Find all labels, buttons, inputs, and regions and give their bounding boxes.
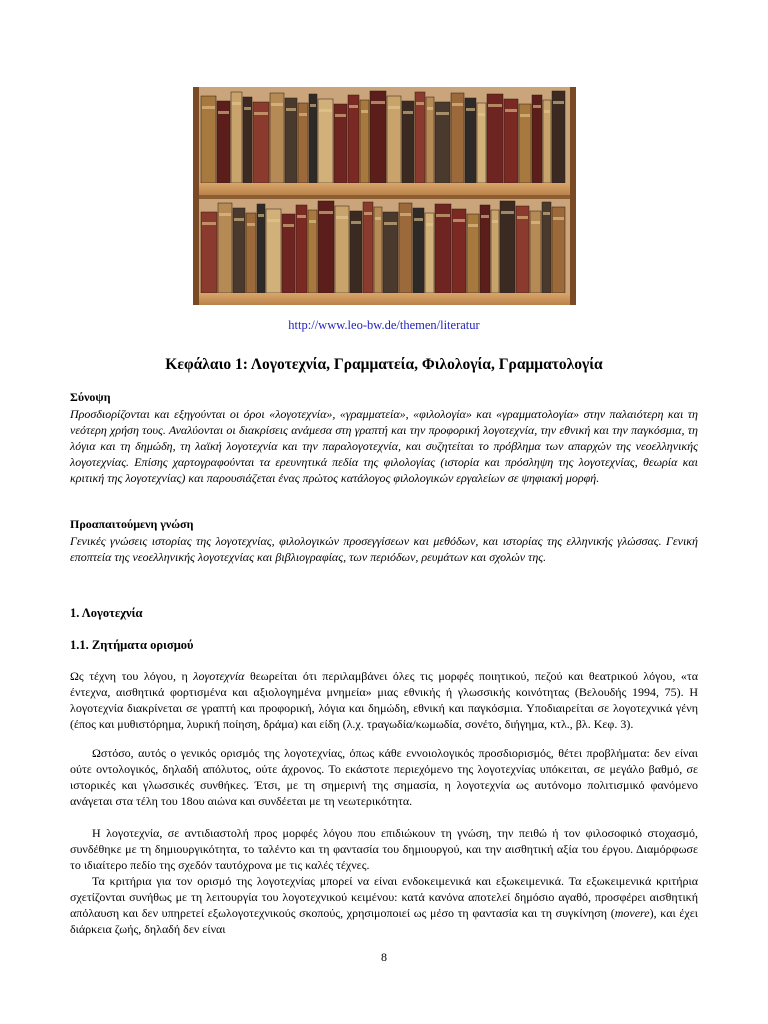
- book-spine-band: [453, 219, 465, 222]
- book-spine-band: [232, 102, 241, 105]
- book-spine-band: [349, 105, 358, 108]
- book-spine-band: [505, 109, 517, 112]
- book-spine: [270, 93, 284, 183]
- book-spine-band: [488, 104, 502, 107]
- book-spine-band: [351, 221, 361, 224]
- book-spine: [335, 206, 349, 293]
- page-number: 8: [381, 950, 387, 964]
- book-spine-band: [247, 223, 255, 226]
- book-spine-band: [299, 113, 307, 116]
- book-spine: [500, 201, 515, 293]
- section-heading-1: 1. Λογοτεχνία: [70, 606, 143, 620]
- book-spine-band: [371, 101, 385, 104]
- body-paragraph-3: Η λογοτεχνία, σε αντιδιαστολή προς μορφές λόγου που επιδιώκουν τη γνώση, την πειθώ ή τον φιλοσοφικό στοχασμό, συνδέθηκε με τη δημιουργικότητα, το ταλέντο και τη φαντασία του δημιουργού, και την αισθητική αξία του έργου. Διαμόρφωσε το ιδιαίτερο πεδίο της σχεδόν ταυτόχρονα με τις καλές τέχνες.: [70, 826, 698, 872]
- book-spine-band: [416, 102, 424, 105]
- book-spine-band: [403, 111, 413, 114]
- book-spine-band: [400, 213, 411, 216]
- book-spine-band: [309, 220, 316, 223]
- book-spine-band: [297, 215, 306, 218]
- body-paragraph-2: Ωστόσο, αυτός ο γενικός ορισμός της λογοτεχνίας, όπως κάθε εννοιολογικός προσδιορισμός, θέτει προβλήματα: δεν είναι ούτε οντολογικός, δηλαδή απόλυτος, ούτε άχρονος. Το εκάστοτε περιεχόμενο της λογοτεχνίας υπόκειται, σε μεγάλο βαθμό, σε ιστορικές και γλωσσικές συνθήκες. Έτσι, με τη σημερινή της σημασία, η λογοτεχνία ως αυτόνομο πολιτισμικό φανόμενο ανάγεται στα τέλη του 18ου αιώνα και συνδέεται με τη νεωτερικότητα.: [70, 746, 698, 808]
- book-spine-band: [533, 105, 541, 108]
- book-spine: [370, 91, 386, 183]
- summary-text: Προσδιορίζονται και εξηγούνται οι όροι «λογοτεχνία», «γραμματεία», «φιλολογία» και «γραμματολογία» στην παλαιότερη και τη νεότερη χρήση τους. Αναλύονται οι διακρίσεις ανάμεσα στη γραπτή και την προφορική λογοτεχνία, την εθνική και την παγκόσμια, τη λόγια και τη δημώδη, τη λαϊκή λογοτεχνία και την παραλογοτεχνία, και συζητείται το πρόβλημα των απαρχών της νεοελληνικής λογοτεχνίας. Επίσης χαρτογραφούνται τα ερευνητικά πεδία της φιλολογίας (ιστορία και πρόσληψη της λογοτεχνίας, θεωρία και κριτική της λογοτεχνίας) και παρουσιάζεται ένας πρώτος κατάλογος φιλολογικών εργαλείων σε ψηφιακή μορφή.: [70, 407, 698, 485]
- book-spine: [218, 203, 232, 293]
- book-spine: [435, 204, 451, 293]
- book-spine-band: [427, 107, 433, 110]
- book-spine: [231, 92, 242, 183]
- book-spine-band: [517, 216, 528, 219]
- book-spine: [257, 204, 265, 293]
- book-spine-band: [468, 224, 478, 227]
- bottom-shelf-books: [201, 201, 565, 293]
- bookshelf-photo: [193, 87, 576, 305]
- book-spine-band: [202, 106, 215, 109]
- image-source-link[interactable]: http://www.leo-bw.de/themen/literatur: [288, 318, 480, 332]
- book-spine-band: [543, 212, 550, 215]
- book-spine: [201, 96, 216, 183]
- book-spine: [387, 96, 401, 183]
- book-spine-band: [244, 107, 251, 110]
- book-spine-band: [478, 113, 485, 116]
- chapter-title: Κεφάλαιο 1: Λογοτεχνία, Γραμματεία, Φιλολογία, Γραμματολογία: [165, 356, 603, 373]
- book-spine-band: [319, 109, 332, 112]
- book-spine: [415, 92, 425, 183]
- book-spine-band: [319, 211, 333, 214]
- book-spine-band: [361, 110, 368, 113]
- book-spine: [480, 205, 490, 293]
- book-spine-band: [234, 218, 244, 221]
- body-paragraph-4: Τα κριτήρια για τον ορισμό της λογοτεχνίας μπορεί να είναι ενδοκειμενικά και εξωκειμενικά. Τα εξωκειμενικά κριτήρια σχετίζονται συνήθως με τη λειτουργία του λογοτεχνικού κειμένου: κατά κανόνα αποτελεί δημόσιο αγαθό, προσφέρει αισθητική απόλαυση και δεν υπηρετεί εξωλογοτεχνικούς σκοπούς, χρησιμοποιεί ως μέσο τη φαντασία και τη συγκίνηση (movere), και έχει διάρκεια ζωής, δηλαδή δεν είναι: [70, 874, 698, 936]
- book-spine-band: [466, 108, 475, 111]
- book-spine-band: [258, 214, 264, 217]
- book-spine: [487, 94, 503, 183]
- book-spine-band: [501, 211, 514, 214]
- book-spine-band: [218, 111, 229, 114]
- book-spine: [532, 95, 542, 183]
- book-spine-band: [286, 108, 296, 111]
- section-heading-1-1: 1.1. Ζητήματα ορισμού: [70, 638, 194, 652]
- book-spine: [451, 93, 464, 183]
- book-spine-band: [544, 110, 550, 113]
- book-spine-band: [283, 224, 294, 227]
- book-spine: [309, 94, 317, 183]
- book-spine: [399, 203, 412, 293]
- book-spine-band: [388, 106, 400, 109]
- book-spine-band: [452, 103, 463, 106]
- book-spine-band: [375, 217, 381, 220]
- prereq-label: Προαπαιτούμενη γνώση: [70, 517, 194, 531]
- book-spine-band: [436, 112, 449, 115]
- book-spine-band: [520, 114, 530, 117]
- book-spine: [348, 95, 359, 183]
- book-spine: [363, 202, 373, 293]
- book-spine: [552, 91, 565, 183]
- book-spine-band: [254, 112, 268, 115]
- book-spine: [296, 205, 307, 293]
- book-spine: [318, 201, 334, 293]
- book-spine-band: [531, 221, 540, 224]
- prereq-text: Γενικές γνώσεις ιστορίας της λογοτεχνίας, φιλολογικών προσεγγίσεων και μεθόδων, και ιστορίας της ελληνικής γλώσσας. Γενική εποπτεία της νεοελληνικής λογοτεχνίας και βιβλιογραφίας, των περιόδων, ρευμάτων και σχολών της.: [70, 534, 698, 564]
- book-spine-band: [426, 223, 433, 226]
- book-spine-band: [492, 220, 498, 223]
- book-spine: [542, 202, 551, 293]
- book-spine-band: [436, 214, 450, 217]
- top-shelf-books: [201, 91, 565, 183]
- book-spine-band: [310, 104, 316, 107]
- book-spine-band: [202, 222, 216, 225]
- book-spine-band: [267, 219, 280, 222]
- term-movere: movere: [614, 906, 650, 920]
- book-spine-band: [553, 101, 564, 104]
- book-spine: [516, 206, 529, 293]
- book-spine-band: [414, 218, 423, 221]
- book-spine-band: [364, 212, 372, 215]
- book-spine-band: [553, 217, 564, 220]
- book-spine-band: [384, 222, 397, 225]
- book-spine-band: [271, 103, 283, 106]
- book-spine-band: [336, 216, 348, 219]
- term-logotexnia: λογοτεχνία: [193, 669, 245, 683]
- summary-label: Σύνοψη: [70, 390, 111, 404]
- book-spine-band: [335, 114, 346, 117]
- book-spine-band: [481, 215, 489, 218]
- body-paragraph-1: Ως τέχνη του λόγου, η λογοτεχνία θεωρείται ότι περιλαμβάνει όλες τις μορφές ποιητικού, πεζού και θεατρικού λόγου, «τα έντεχνα, αισθητικά φορτισμένα και αξιολογημένα μνημεία» μιας εθνικής ή γλωσσικής κοινότητας (Βελουδής 1994, 75). Η λογοτεχνία διακρίνεται σε γραπτή και προφορική, λόγια και δημώδη, εθνική και παγκόσμια. Υποδιαιρείται σε λογοτεχνικά γένη (έπος και μυθιστόρημα, λυρική ποίηση, δράμα) και είδη (λ.χ. τραγωδία/κωμωδία, σονέτο, διήγημα, κτλ., βλ. Κεφ. 3).: [70, 669, 698, 731]
- book-spine-band: [219, 213, 231, 216]
